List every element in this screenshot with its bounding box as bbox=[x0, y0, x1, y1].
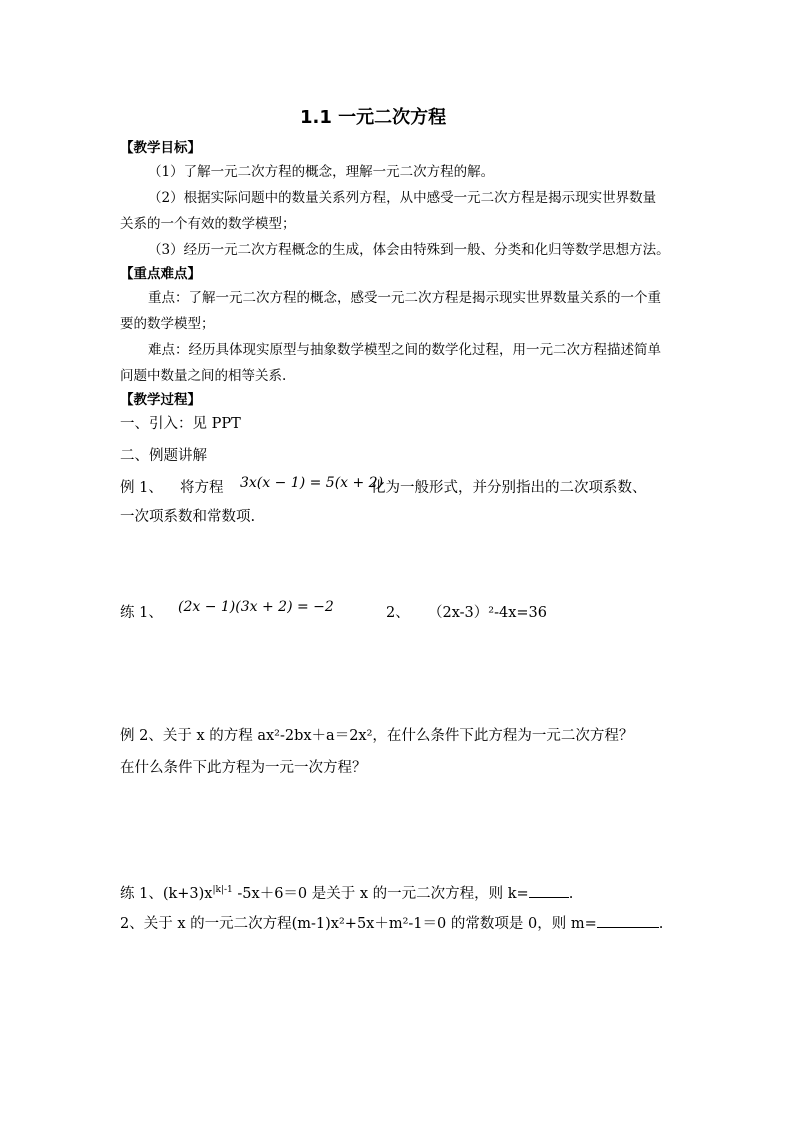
example1-equation: 3x(x − 1) = 5(x + 2) bbox=[240, 475, 384, 491]
examples-heading: 二、例题讲解 bbox=[120, 448, 207, 464]
objective-item: （3）经历一元二次方程概念的生成，体会由特殊到一般、分类和化归等数学思想方法。 bbox=[148, 242, 670, 258]
key-point-line: 难点：经历具体现实原型与抽象数学模型之间的数学化过程，用一元二次方程描述简单 bbox=[148, 342, 661, 358]
intro-line: 一、引入：见 PPT bbox=[120, 416, 241, 432]
objectives-heading: 【教学目标】 bbox=[120, 140, 201, 156]
process-heading: 【教学过程】 bbox=[120, 392, 201, 408]
example1-line2: 一次项系数和常数项. bbox=[120, 509, 256, 525]
answer-blank-k[interactable] bbox=[529, 884, 569, 898]
example1-suffix: 化为一般形式，并分别指出的二次项系数、 bbox=[371, 480, 647, 496]
practice2-q2-text: 2、关于 x 的一元二次方程(m-1)x²+5x＋m²-1＝0 的常数项是 0，则 m= bbox=[120, 916, 597, 932]
example1-prefix: 将方程 bbox=[180, 480, 224, 496]
practice2-q1-middle: -5x＋6＝0 是关于 x 的一元二次方程，则 k= bbox=[232, 886, 529, 902]
key-points-heading: 【重点难点】 bbox=[120, 266, 201, 282]
practice1-equation2: （2x-3）²-4x=36 bbox=[428, 605, 547, 621]
practice2-q2-end: . bbox=[658, 916, 664, 932]
key-point-line: 重点：了解一元二次方程的概念，感受一元二次方程是揭示现实世界数量关系的一个重 bbox=[148, 290, 661, 306]
objective-item: （1）了解一元二次方程的概念，理解一元二次方程的解。 bbox=[148, 164, 495, 180]
practice2-question2 bbox=[120, 914, 663, 934]
practice1-label: 练 1、 bbox=[120, 605, 163, 621]
practice2-q1-start: 练 1、(k+3)x bbox=[120, 886, 213, 902]
practice2-q1-exponent: |k|-1 bbox=[212, 885, 233, 896]
document-title: 1.1 一元二次方程 bbox=[300, 107, 447, 128]
answer-blank-m[interactable] bbox=[597, 914, 659, 928]
practice1-number2: 2、 bbox=[386, 605, 410, 621]
example1-label: 例 1、 bbox=[120, 480, 163, 496]
practice2-question1 bbox=[120, 884, 573, 904]
objective-item: （2）根据实际问题中的数量关系列方程，从中感受一元二次方程是揭示现实世界数量 bbox=[148, 190, 657, 206]
example2-line2: 在什么条件下此方程为一元一次方程？ bbox=[120, 760, 367, 776]
practice2-q1-end: . bbox=[568, 886, 574, 902]
key-point-line: 要的数学模型； bbox=[120, 316, 215, 332]
practice1-equation1: (2x − 1)(3x + 2) = −2 bbox=[178, 599, 334, 615]
objective-item: 关系的一个有效的数学模型； bbox=[120, 216, 296, 232]
example2-line1: 例 2、关于 x 的方程 ax²-2bx＋a＝2x²，在什么条件下此方程为一元二次方程？ bbox=[120, 728, 634, 744]
key-point-line: 问题中数量之间的相等关系. bbox=[120, 368, 287, 384]
